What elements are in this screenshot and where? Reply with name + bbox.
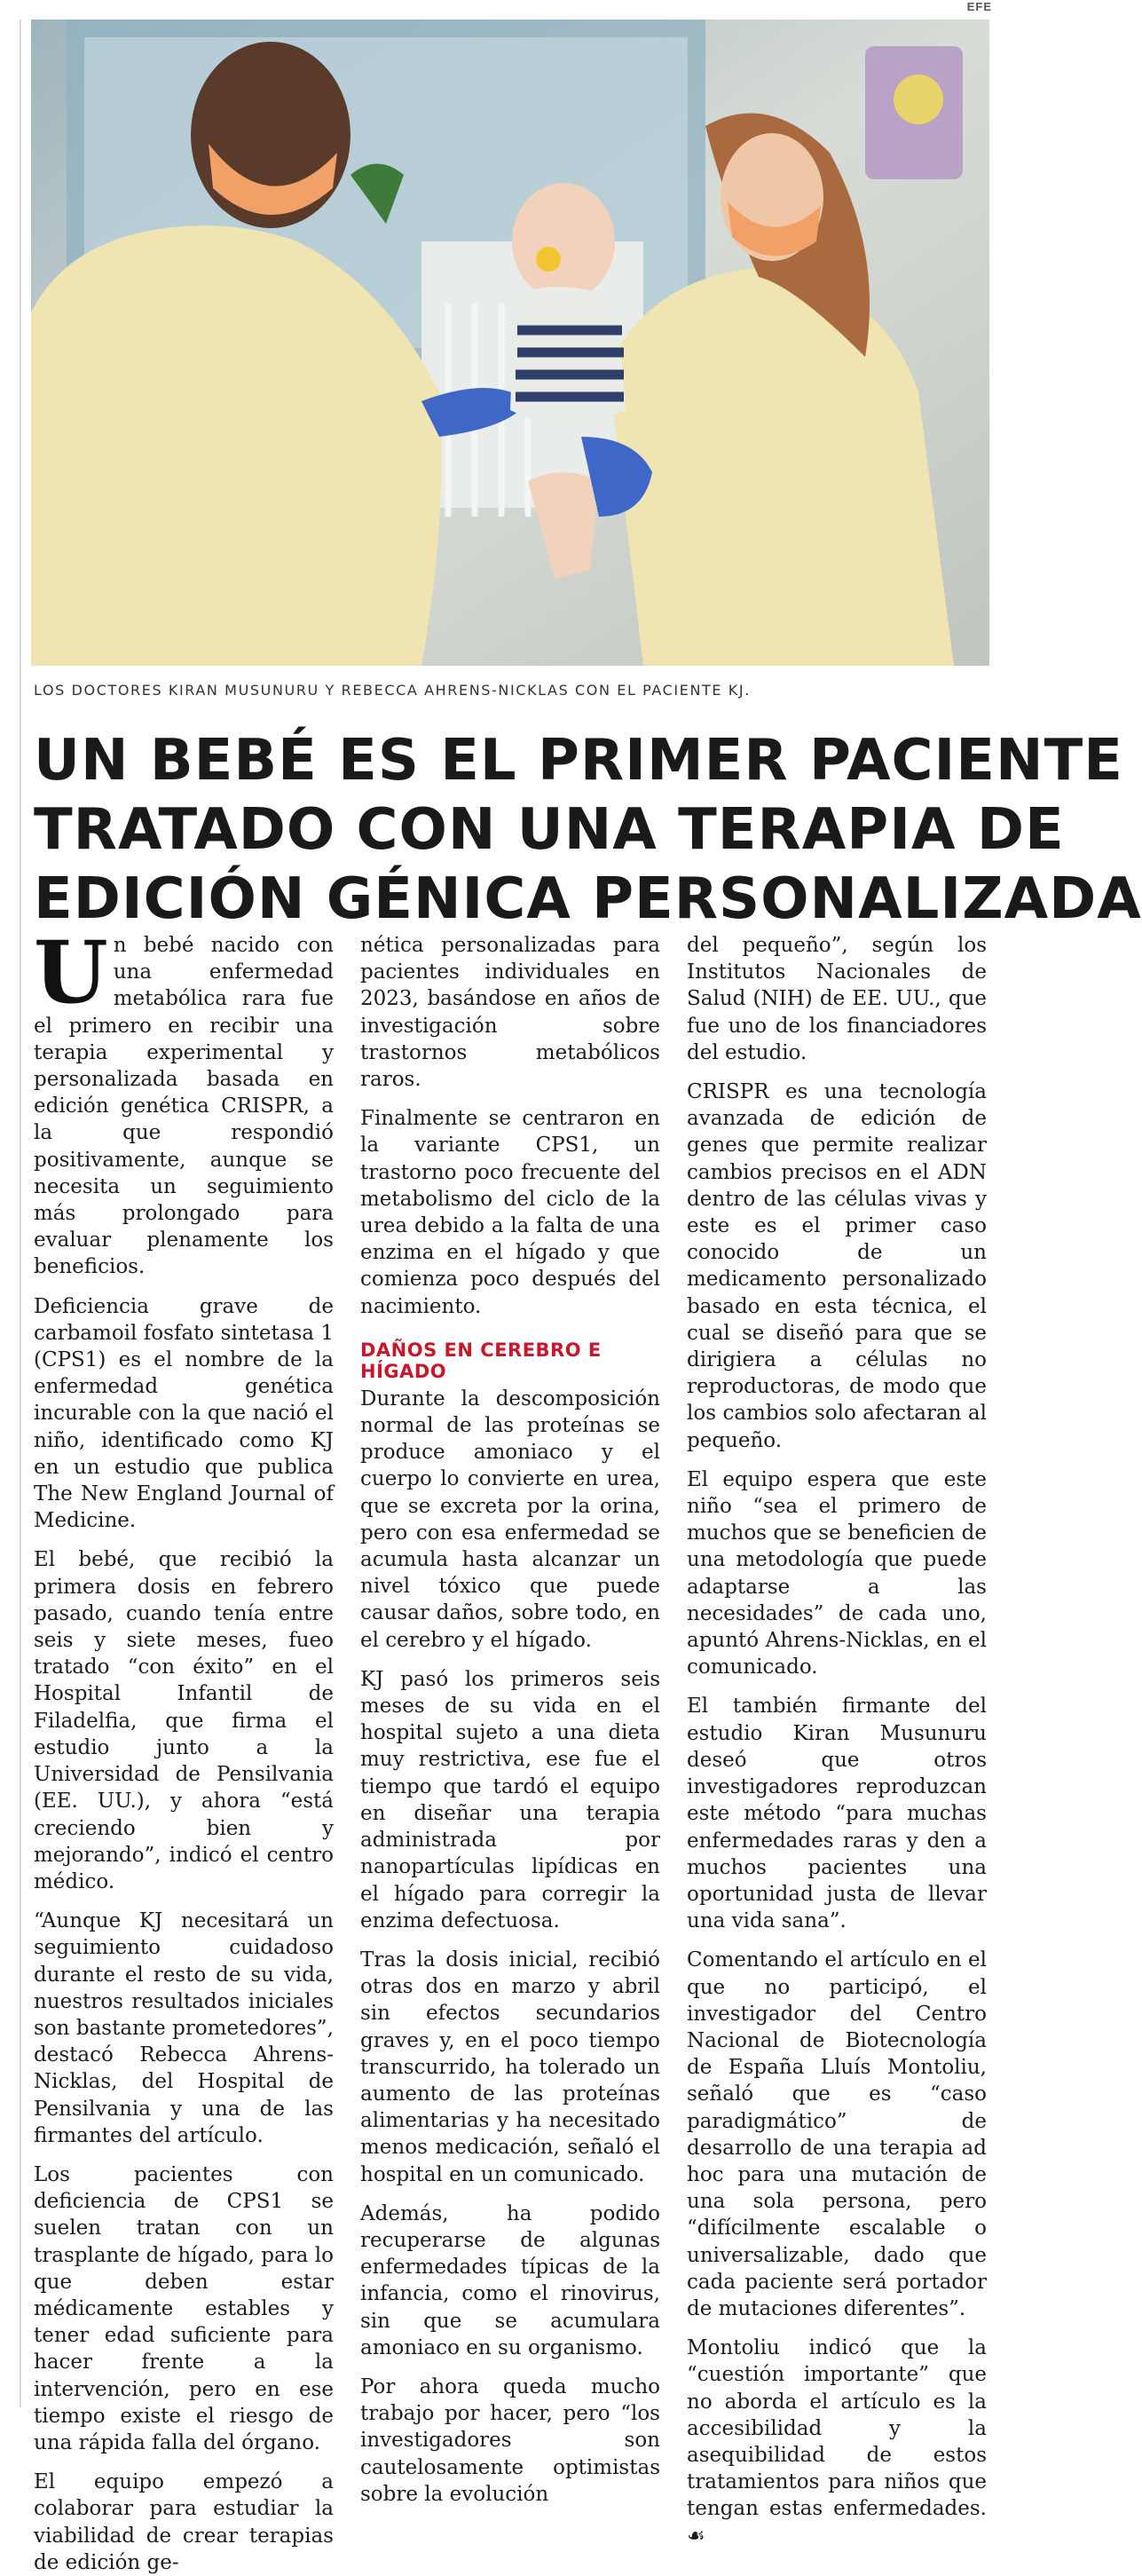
headline — [34, 726, 1142, 934]
article-column-1 — [34, 922, 334, 2576]
paragraph: Comentando el artículo en el que no participó, el investigador del Centro Nacional de Biotecnología de España Lluís Montoliu, señaló que es “caso paradigmático” de desarrollo de una terapia ad hoc para una mutación de una sola persona, pero “difícilmente escalable o universalizable, dado que cada paciente será portador de mutaciones diferentes”. — [687, 1948, 987, 2320]
section-subheading: DAÑOS EN CEREBRO E HÍGADO — [360, 1339, 602, 1382]
article-photo — [31, 20, 989, 666]
article-column-3 — [687, 932, 987, 2576]
paragraph: Por ahora queda mucho trabajo por hacer, pero “los investigadores son cautelosamente optimistas sobre la evolución — [360, 2375, 660, 2506]
photo-credit: EFE — [966, 0, 992, 13]
paragraph: Finalmente se centraron en la variante CPS1, un trastorno poco frecuente del metabolismo del ciclo de la urea debido a la falta de una enzima en el hígado y que comienza poco después del nacimiento. — [360, 1107, 660, 1318]
paragraph: “Aunque KJ necesitará un seguimiento cuidadoso durante el resto de su vida, nuestros resultados iniciales son bastante prometedores”, destacó Rebecca Ahrens-Nicklas, del Hospital de Pensilvania y una de las firmantes del artículo. — [34, 1909, 334, 2147]
paragraph: Además, ha podido recuperarse de algunas enfermedades típicas de la infancia, como el rinovirus, sin que se acumulara amoniaco en su organismo. — [360, 2201, 660, 2359]
paragraph: Los pacientes con deficiencia de CPS1 se suelen tratan con un trasplante de hígado, para lo que deben estar médicamente estables y tener edad suficiente para hacer frente a la intervención, pero en ese tiempo existe el riesgo de una rápida falla del órgano. — [34, 2162, 334, 2454]
paragraph: El bebé, que recibió la primera dosis en febrero pasado, cuando tenía entre seis y siete meses, fueo tratado “con éxito” en el Hospital Infantil de Filadelfia, que firma el estudio junto a la Universidad de Pensilvania (EE. UU.), y ahora “está creciendo bien y mejorando”, indicó el centro médico. — [34, 1548, 334, 1893]
article-body — [34, 922, 988, 2576]
photo-illustration — [31, 20, 989, 666]
paragraph: KJ pasó los primeros seis meses de su vida en el hospital sujeto a una dieta muy restrictiva, ese fue el tiempo que tardó el equipo en diseñar una terapia administrada por nanopartículas lipídicas en el hígado para corregir la enzima defectuosa. — [360, 1667, 660, 1932]
paragraph: El también firmante del estudio Kiran Musunuru deseó que otros investigadores reproduzcan este método “para muchas enfermedades raras y den a muchos pacientes una oportunidad justa de llevar una vida sana”. — [687, 1695, 987, 1933]
end-mark-icon: ☙ — [687, 2524, 705, 2548]
headline-line: TRATADO CON UNA TERAPIA DE — [34, 797, 1065, 863]
paragraph: nética personalizadas para pacientes individuales en 2023, basándose en años de investigación sobre trastornos metabólicos raros. — [360, 934, 660, 1092]
paragraph: Un bebé nacido con una enfermedad metabólica rara fue el primero en recibir una terapia experimental y personalizada basada en edición genética CRISPR, a la que respondió positivamente, aunque se necesita un seguimiento más prolongado para evaluar plenamente los beneficios. — [34, 922, 334, 1279]
paragraph: CRISPR es una tecnología avanzada de edición de genes que permite realizar cambios precisos en el ADN dentro de las células vivas y este es el primer caso conocido de un medicamento personalizado basado en esta técnica, el cual se diseñó para que se dirigiera a células no reproductoras, de modo que los cambios solo afectaran al pequeño. — [687, 1080, 987, 1452]
paragraph: El equipo espera que este niño “sea el primero de muchos que se beneficien de una metodología que puede adaptarse a las necesidades” de cada uno, apuntó Ahrens-Nicklas, en el comunicado. — [687, 1467, 987, 1679]
headline-line: UN BEBÉ ES EL PRIMER PACIENTE — [34, 728, 1123, 794]
paragraph: El equipo empezó a colaborar para estudiar la viabilidad de crear terapias de edición ge- — [34, 2470, 334, 2574]
article-column-2 — [360, 932, 660, 2576]
left-column-rule — [20, 20, 21, 2407]
paragraph: Montoliu indicó que la “cuestión importante” que no aborda el artículo es la accesibilidad y la asequibilidad de estos tratamientos para niños que tengan estas enfermedades. ☙ — [687, 2336, 987, 2548]
drop-cap: U — [34, 922, 108, 1023]
paragraph: Durante la descomposición normal de las proteínas se produce amoniaco y el cuerpo lo convierte en urea, que se excreta por la orina, pero con esa enfermedad se acumula hasta alcanzar un nivel tóxico que puede causar daños, sobre todo, en el cerebro y el hígado. — [360, 1387, 660, 1652]
paragraph: Tras la dosis inicial, recibió otras dos en marzo y abril sin efectos secundarios graves y, en el poco tiempo transcurrido, ha tolerado un aumento de las proteínas alimentarias y ha necesitado menos medicación, señaló el hospital en un comunicado. — [360, 1948, 660, 2186]
headline-line: EDICIÓN GÉNICA PERSONALIZADA — [34, 866, 1142, 932]
paragraph: del pequeño”, según los Institutos Nacionales de Salud (NIH) de EE. UU., que fue uno de los financiadores del estudio. — [687, 934, 987, 1064]
paragraph: Deficiencia grave de carbamoil fosfato sintetasa 1 (CPS1) es el nombre de la enfermedad genética incurable con la que nació el niño, identificado como KJ en un estudio que publica The New England Journal of Medicine. — [34, 1294, 334, 1533]
photo-caption: LOS DOCTORES KIRAN MUSUNURU Y REBECCA AHRENS-NICKLAS CON EL PACIENTE KJ. — [34, 682, 751, 699]
